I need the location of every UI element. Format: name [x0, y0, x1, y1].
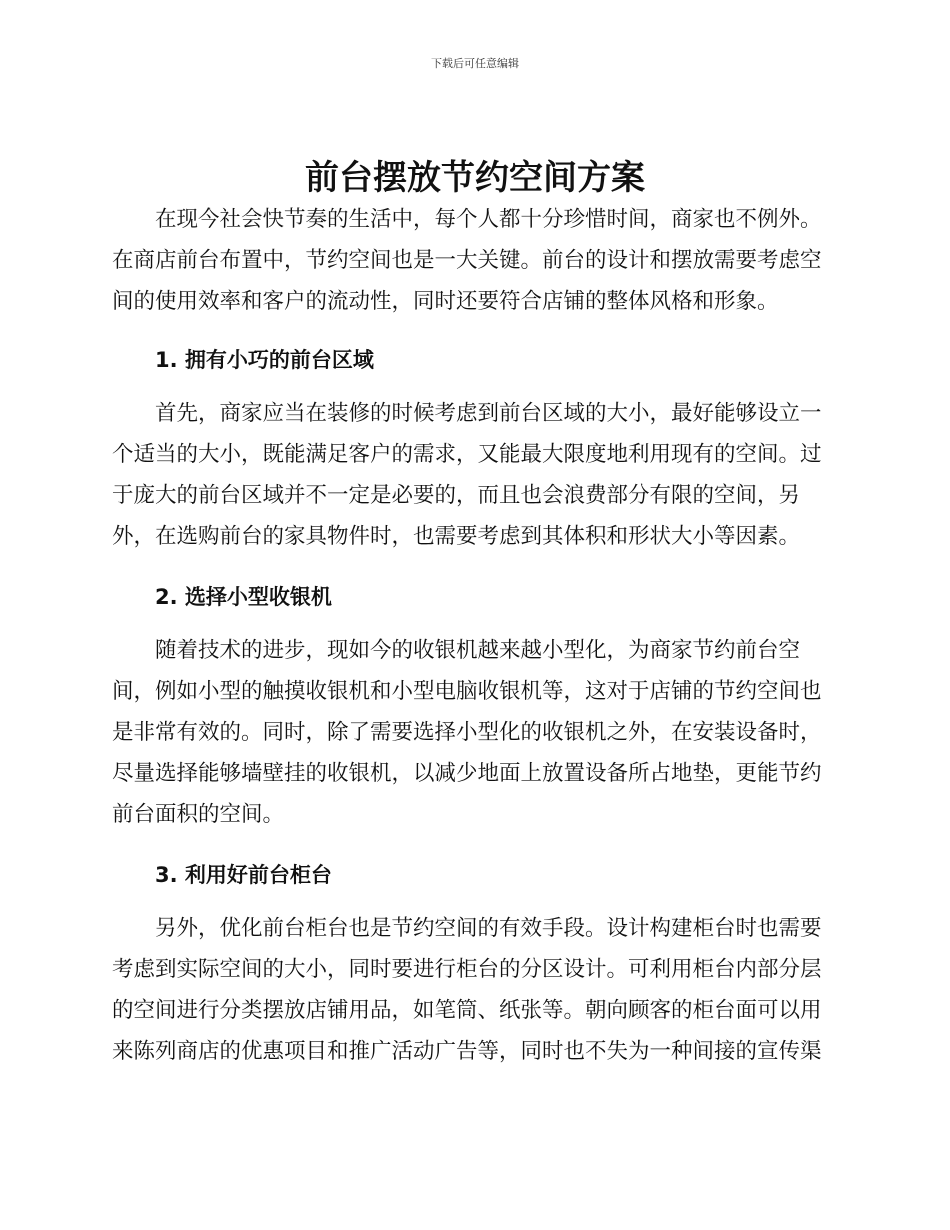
section-heading-2: 2. 选择小型收银机	[155, 585, 332, 609]
section-body-1: 首先，商家应当在装修的时候考虑到前台区域的大小，最好能够设立一个适当的大小，既能满足客户的需求，又能最大限度地利用现有的空间。过于庞大的前台区域并不一定是必要的，而且也会浪费部分有限的空间，另外，在选购前台的家具物件时，也需要考虑到其体积和形状大小等因素。	[112, 401, 822, 549]
section-body-3: 另外，优化前台柜台也是节约空间的有效手段。设计构建柜台时也需要考虑到实际空间的大小，同时要进行柜台的分区设计。可利用柜台内部分层的空间进行分类摆放店铺用品，如笔筒、纸张等。朝向顾客的柜台面可以用来陈列商店的优惠项目和推广活动广告等，同时也不失为一种间接的宣传渠	[112, 916, 822, 1064]
intro-paragraph: 在现今社会快节奏的生活中，每个人都十分珍惜时间，商家也不例外。在商店前台布置中，节约空间也是一大关键。前台的设计和摆放需要考虑空间的使用效率和客户的流动性，同时还要符合店铺的整体风格和形象。	[112, 207, 822, 314]
page-header-note: 下载后可任意编辑	[431, 57, 519, 70]
section-body-2: 随着技术的进步，现如今的收银机越来越小型化，为商家节约前台空间，例如小型的触摸收银机和小型电脑收银机等，这对于店铺的节约空间也是非常有效的。同时，除了需要选择小型化的收银机之外，在安装设备时，尽量选择能够墙壁挂的收银机，以减少地面上放置设备所占地垫，更能节约前台面积的空间。	[112, 638, 822, 827]
section-heading-1: 1. 拥有小巧的前台区域	[155, 348, 374, 372]
section-heading-3: 3. 利用好前台柜台	[155, 863, 332, 887]
document-title: 前台摆放节约空间方案	[305, 158, 645, 198]
